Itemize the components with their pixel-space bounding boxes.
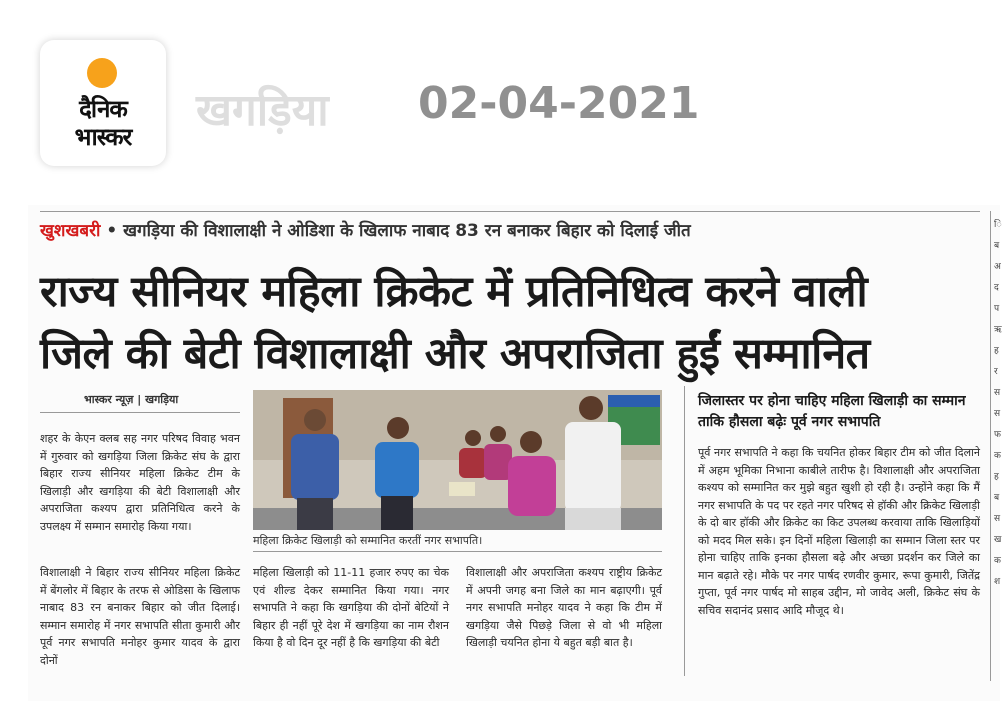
kicker xyxy=(40,218,691,241)
column-1-top: शहर के केएन क्लब सह नगर परिषद विवाह भवन में गुरुवार को खगड़िया जिला क्रिकेट संघ के द्वारा बिहार राज्य सीनियर महिला क्रिकेट टीम के खिलाड़ी और खगड़िया की बेटी विशालाक्षी और अपराजिता कश्यप द्वारा प्रतिनिधित्व करने के उपलक्ष्य में सम्मान समारोह किया गया। xyxy=(40,432,240,533)
photo-caption: महिला क्रिकेट खिलाड़ी को सम्मानित करतीं नगर सभापति। xyxy=(253,534,483,547)
headline-line1: राज्य सीनियर महिला क्रिकेट में प्रतिनिधित्व करने वाली xyxy=(40,267,868,317)
felicitation-photo xyxy=(253,390,662,530)
edge-glyph: द xyxy=(994,283,999,293)
top-rule xyxy=(40,211,980,212)
kicker-text: खगड़िया की विशालाक्षी ने ओडिशा के खिलाफ नाबाद 83 रन बनाकर बिहार को दिलाई जीत xyxy=(123,221,691,241)
byline: भास्कर न्यूज़ | खगड़िया xyxy=(84,393,179,406)
edge-glyph: ह xyxy=(994,472,999,482)
column-3: विशालाक्षी और अपराजिता कश्यप राष्ट्रीय क्रिकेट में अपनी जगह बना जिले का मान बढ़ाएगी। पूर्व नगर सभापति मनोहर यादव ने कहा कि टीम में खगड़िया जैसे पिछड़े जिला से वो भी महिला खिलाड़ी चयनित होना ये बहुत बड़ी बात है। xyxy=(466,566,662,649)
headline-line2: जिले की बेटी विशालाक्षी और अपराजिता हुईं सम्मानित xyxy=(40,329,870,379)
edge-glyph: श xyxy=(994,577,1001,587)
edge-glyph: ख xyxy=(994,535,1002,545)
edge-glyph: प xyxy=(994,304,1000,314)
edge-glyph: फ xyxy=(994,430,1001,440)
kicker-tag: खुशखबरी xyxy=(40,221,101,241)
dainik-bhaskar-logo xyxy=(40,40,166,166)
edge-glyph: स xyxy=(994,409,1001,419)
edge-glyph: ब xyxy=(994,493,1000,503)
column-divider xyxy=(684,386,685,676)
logo-text-line1: दैनिक xyxy=(79,95,127,123)
sidebar-headline: जिलास्तर पर होना चाहिए महिला खिलाड़ी का सम्मान ताकि हौसला बढ़ेः पूर्व नगर सभापति xyxy=(698,393,966,430)
edition-date: 02-04-2021 xyxy=(418,78,700,129)
right-edge-rule xyxy=(990,211,991,681)
logo-text-line2: भास्कर xyxy=(74,123,132,151)
column-1-bottom: विशालाक्षी ने बिहार राज्य सीनियर महिला क्रिकेट में बेंगलोर में बिहार के तरफ से ओडिसा के खिलाफ नाबाद 83 रन बनाकर बिहार को जीत दिलाई। सम्मान समारोह में नगर सभापति सीता कुमारी और पूर्व नगर सभापति मनोहर कुमार यादव के द्वारा दोनों xyxy=(40,566,240,667)
kicker-bullet: • xyxy=(106,221,118,241)
edition-city: खगड़िया xyxy=(196,85,329,136)
photo-illustration xyxy=(253,390,662,530)
edge-glyph: ि xyxy=(994,220,1002,230)
edge-glyph: अ xyxy=(994,262,1001,272)
column-2: महिला खिलाड़ी को 11-11 हजार रुपए का चेक एवं शील्ड देकर सम्मानित किया गया। नगर सभापति ने कहा कि खगड़िया की दोनों बेटियों ने बिहार ही नहीं पूरे देश में खगड़िया का नाम रौशन किया है वो दिन दूर नहीं है कि खगड़िया की बेटी xyxy=(253,566,449,649)
sidebar-body: पूर्व नगर सभापति ने कहा कि चयनित होकर बिहार टीम को जीत दिलाने में अहम भूमिका निभाना काबीले तारीफ है। विशालाक्षी और अपराजिता कश्यप को सम्मानित कर मुझे बहुत खुशी हो रही है। उन्होंने कहा कि मैं नगर सभापति के पद पर रहते नगर परिषद से हॉकी और क्रिकेट खिलाड़ी के दो बार हॉकी और क्रिकेट का किट उपलब्ध करवाया ताकि खिलाड़ियों को मदद मिल सके। इन दिनों महिला खिलाड़ी का सम्मान जिला स्तर पर होना चाहिए ताकि इनका हौसला बढ़े और अच्छा प्रदर्शन कर जिले का मान बढ़ाते रहे। मौके पर नगर पार्षद रणवीर कुमार, रूपा कुमारी, जितेंद्र गुप्ता, पूर्व नगर पार्षद मो साहब उद्दीन, मो जावेद अली, क्रिकेट संघ के सचिव सदानंद प्रसाद आदि मौजूद थे। xyxy=(698,446,980,617)
edge-glyph: स xyxy=(994,388,1001,398)
edge-glyph: ब xyxy=(994,241,1000,251)
edge-glyph: स xyxy=(994,514,1001,524)
edge-glyph: ह xyxy=(994,346,999,356)
edge-glyph: र xyxy=(994,367,998,377)
sun-icon xyxy=(87,58,117,88)
edge-glyph: ऋ xyxy=(994,325,1002,335)
edge-glyph: क xyxy=(994,451,1001,461)
byline-rule xyxy=(40,412,240,413)
caption-rule xyxy=(253,551,662,552)
adjacent-column-edge xyxy=(994,215,1000,593)
edge-glyph: क xyxy=(994,556,1001,566)
